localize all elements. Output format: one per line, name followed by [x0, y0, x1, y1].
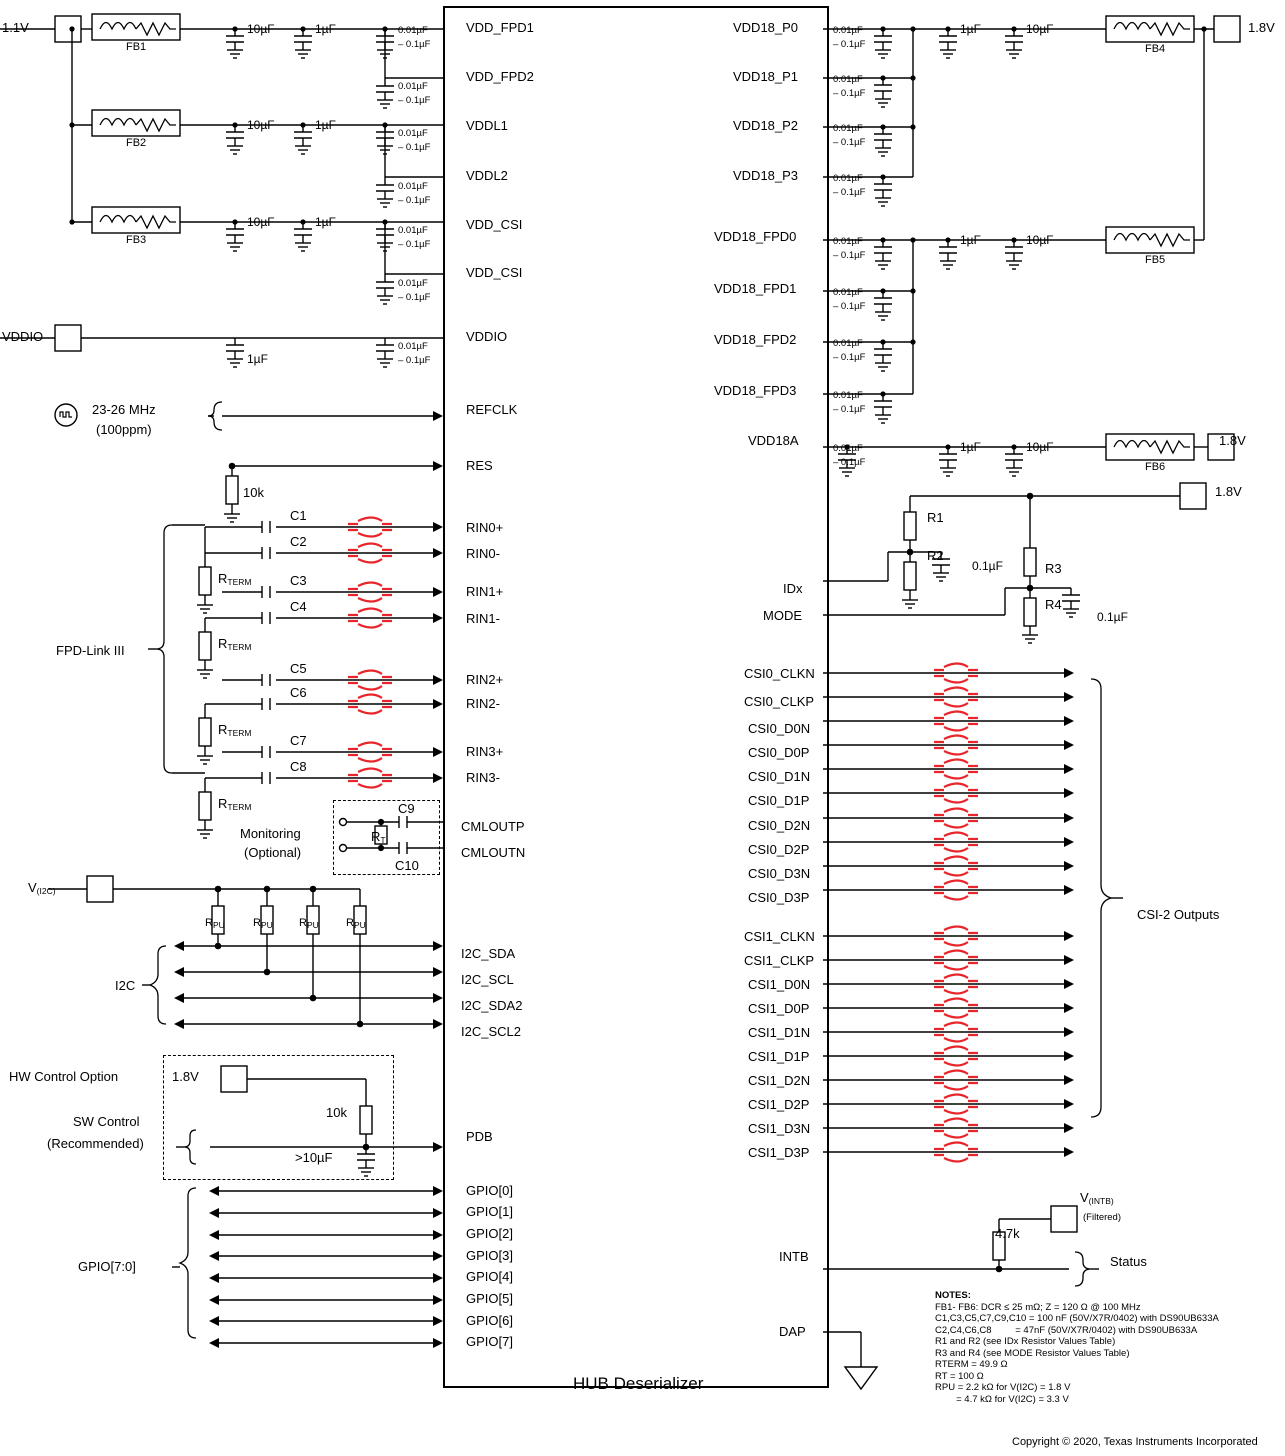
r2-label: R2: [927, 548, 944, 563]
rail-label-1v1: 1.1V: [2, 20, 29, 35]
pin-label-csi1-d0n: CSI1_D0N: [748, 977, 811, 992]
pin-label-csi0-d1n: CSI0_D1N: [748, 769, 811, 784]
r-cap-001-1t: 0.01µF: [833, 25, 863, 36]
cap-c5-label: C5: [290, 661, 307, 676]
rterm-label-2: $R_{TERM}$: [218, 636, 252, 652]
sw-control-rec-label: (Recommended): [47, 1136, 144, 1151]
pin-label-csi1-d0p: CSI1_D0P: [748, 1001, 810, 1016]
note-line-9: = 4.7 kΩ for V(I2C) = 3.3 V: [935, 1393, 1069, 1405]
pin-label-gpio7: GPIO[7]: [466, 1334, 513, 1349]
right-cap-10uf-b: 10µF: [1026, 233, 1054, 247]
pin-label-mode: MODE: [763, 608, 802, 623]
left-power-network: [0, 0, 445, 400]
cap-c10-label: C10: [395, 858, 419, 873]
cap-001-vddio-top: 0.01µF: [398, 341, 428, 352]
r-cap-001-9t: 0.01µF: [833, 443, 863, 454]
pin-label-refclk: REFCLK: [466, 402, 518, 417]
note-line-5: R3 and R4 (see MODE Resistor Values Table): [935, 1347, 1130, 1359]
right-cap-10uf-c: 10µF: [1026, 440, 1054, 454]
rterm-label-4: $R_{TERM}$: [218, 796, 252, 812]
pin-label-csi0-clkp: CSI0_CLKP: [744, 694, 815, 709]
gpio-network: [0, 1180, 445, 1360]
cap-10uf-1: 10µF: [247, 22, 275, 36]
pin-label-vddio: VDDIO: [466, 329, 508, 344]
right-cap-1uf-b: 1µF: [960, 233, 981, 247]
right-cap-10uf-a: 10µF: [1026, 22, 1054, 36]
note-line-7: RT = 100 Ω: [935, 1370, 984, 1382]
pin-label-gpio3: GPIO[3]: [466, 1248, 513, 1263]
cap-001-f-top: 0.01µF: [398, 278, 428, 289]
pin-label-csi1-d3n: CSI1_D3N: [748, 1121, 811, 1136]
pin-label-idx: IDx: [783, 581, 803, 596]
pin-label-intb: INTB: [779, 1249, 809, 1264]
pin-label-vddl1: VDDL1: [466, 118, 508, 133]
pin-label-rin1p: RIN1+: [466, 584, 504, 599]
cap-001-a-top: 0.01µF: [398, 25, 428, 36]
ac-coupling-markers-csi: [930, 655, 1000, 1165]
pin-label-vdd-fpd1: VDD_FPD1: [466, 20, 534, 35]
gpio-group-label: GPIO[7:0]: [78, 1259, 136, 1274]
intb-network: [823, 1190, 1153, 1300]
sw-control-label: SW Control: [73, 1114, 140, 1129]
r-cap-001-7t: 0.01µF: [833, 338, 863, 349]
cap-001-vddio-bot: – 0.1µF: [398, 355, 431, 366]
pin-label-rin2n: RIN2-: [466, 696, 500, 711]
pin-label-csi0-d3p: CSI0_D3P: [748, 890, 810, 905]
pin-label-vddl2: VDDL2: [466, 168, 508, 183]
r3-label: R3: [1045, 561, 1062, 576]
cap-c7-label: C7: [290, 733, 307, 748]
hw-18v-label: 1.8V: [172, 1069, 199, 1084]
fb5-label: FB5: [1145, 254, 1166, 266]
status-label: Status: [1110, 1254, 1147, 1269]
pin-label-rin3p: RIN3+: [466, 744, 504, 759]
copyright-text: Copyright © 2020, Texas Instruments Incorporated: [1012, 1436, 1258, 1448]
cap-1uf-1: 1µF: [315, 22, 336, 36]
pin-label-csi1-clkp: CSI1_CLKP: [744, 953, 815, 968]
note-line-2: C1,C3,C5,C7,C9,C10 = 100 nF (50V/X7R/0402) with DS90UB633A: [935, 1313, 1219, 1324]
i2c-network: [0, 870, 445, 1050]
cap-001-b-top: 0.01µF: [398, 81, 428, 92]
pin-label-vdd-csi-2: VDD_CSI: [466, 265, 523, 280]
right-cap-1uf-a: 1µF: [960, 22, 981, 36]
cap-10uf-2: 10µF: [247, 118, 275, 132]
rpu-label-2: $R_{PU}$: [253, 917, 273, 930]
pin-label-rin0n: RIN0-: [466, 546, 500, 561]
pin-label-res: RES: [466, 458, 493, 473]
pin-label-csi0-d2p: CSI0_D2P: [748, 842, 810, 857]
r-cap-001-8b: – 0.1µF: [833, 404, 866, 415]
pin-label-csi1-d2n: CSI1_D2N: [748, 1073, 811, 1088]
vintb-label: $V_{(INTB)}$: [1080, 1190, 1114, 1206]
pin-label-vdd18-fpd0: VDD18_FPD0: [714, 229, 797, 244]
rt-label: $R_T$: [371, 829, 386, 845]
fb6-label: FB6: [1145, 461, 1166, 473]
pin-label-vdd18-p0: VDD18_P0: [733, 20, 799, 35]
pin-label-cmloutp: CMLOUTP: [461, 819, 525, 834]
csi2-outputs-label: CSI-2 Outputs: [1137, 907, 1220, 922]
r-cap-001-4b: – 0.1µF: [833, 187, 866, 198]
pin-label-vdd-csi-1: VDD_CSI: [466, 217, 523, 232]
vi2c-label: $V_{(I2C)}$: [28, 880, 56, 896]
note-line-4: R1 and R2 (see IDx Resistor Values Table): [935, 1336, 1116, 1347]
pin-label-csi1-d3p: CSI1_D3P: [748, 1145, 810, 1160]
note-line-8: RPU = 2.2 kΩ for V(I2C) = 1.8 V: [935, 1382, 1071, 1393]
cap-10uf-3: 10µF: [247, 215, 275, 229]
cap-c1-label: C1: [290, 508, 307, 523]
cap-c8-label: C8: [290, 759, 307, 774]
pin-label-vdd18-fpd1: VDD18_FPD1: [714, 281, 797, 296]
pin-label-csi0-d0n: CSI0_D0N: [748, 721, 811, 736]
idx-mode-network: [823, 480, 1223, 640]
pin-label-csi1-clkn: CSI1_CLKN: [744, 929, 815, 944]
right-cap-1uf-c: 1µF: [960, 440, 981, 454]
refclk-ppm-label: (100ppm): [96, 422, 152, 437]
r-cap-001-2b: – 0.1µF: [833, 88, 866, 99]
pin-label-csi1-d1n: CSI1_D1N: [748, 1025, 811, 1040]
pin-label-vdd18-fpd2: VDD18_FPD2: [714, 332, 797, 347]
notes-heading: NOTES:: [935, 1290, 971, 1301]
pin-label-csi0-clkn: CSI0_CLKN: [744, 666, 815, 681]
pin-label-gpio0: GPIO[0]: [466, 1183, 513, 1198]
fpd-link-group-label: FPD-Link III: [56, 643, 125, 658]
notes-block: [935, 1290, 1275, 1405]
pin-label-i2c-scl: I2C_SCL: [461, 972, 514, 987]
r-cap-001-6t: 0.01µF: [833, 287, 863, 298]
cap-c4-label: C4: [290, 599, 307, 614]
r4-label: R4: [1045, 597, 1062, 612]
cap-001-b-bot: – 0.1µF: [398, 95, 431, 106]
cap-c3-label: C3: [290, 573, 307, 588]
r1-label: R1: [927, 510, 944, 525]
pin-label-gpio2: GPIO[2]: [466, 1226, 513, 1241]
pdb-cap-label: >10µF: [295, 1150, 333, 1165]
cap-1uf-vddio: 1µF: [247, 352, 268, 366]
pin-label-pdb: PDB: [466, 1129, 493, 1144]
cap-01uf-r4: 0.1µF: [1097, 610, 1128, 624]
pin-label-vdd18a: VDD18A: [748, 433, 799, 448]
cap-c6-label: C6: [290, 685, 307, 700]
i2c-group-label: I2C: [115, 978, 136, 993]
pin-label-i2c-sda: I2C_SDA: [461, 946, 516, 961]
pin-label-vdd18-p1: VDD18_P1: [733, 69, 799, 84]
r-cap-001-3b: – 0.1µF: [833, 137, 866, 148]
pin-label-rin0p: RIN0+: [466, 520, 504, 535]
cap-c2-label: C2: [290, 534, 307, 549]
rpu-label-1: $R_{PU}$: [205, 917, 225, 930]
refclk-freq-label: 23-26 MHz: [92, 402, 156, 417]
pin-label-csi0-d1p: CSI0_D1P: [748, 793, 810, 808]
note-line-3: C2,C4,C6,C8 = 47nF (50V/X7R/0402) with DS90UB633A: [935, 1324, 1198, 1336]
cap-001-c-top: 0.01µF: [398, 128, 428, 139]
pin-label-gpio6: GPIO[6]: [466, 1313, 513, 1328]
cap-001-a-bot: – 0.1µF: [398, 39, 431, 50]
pin-label-vdd-fpd2: VDD_FPD2: [466, 69, 534, 84]
note-line-1: FB1- FB6: DCR ≤ 25 mΩ; Z = 120 Ω @ 100 MHz: [935, 1301, 1141, 1313]
hw-control-label: HW Control Option: [9, 1069, 119, 1084]
monitoring-optional-label: (Optional): [244, 845, 302, 860]
pin-label-i2c-scl2: I2C_SCL2: [461, 1024, 521, 1039]
r-cap-001-8t: 0.01µF: [833, 390, 863, 401]
res-pullup-label: 10k: [243, 485, 264, 500]
r-cap-001-5t: 0.01µF: [833, 236, 863, 247]
r-cap-001-3t: 0.01µF: [833, 123, 863, 134]
right-power-network: [823, 0, 1285, 480]
r-cap-001-1b: – 0.1µF: [833, 39, 866, 50]
pdb-pullup-label: 10k: [326, 1105, 347, 1120]
pin-label-rin1n: RIN1-: [466, 611, 500, 626]
pin-label-csi0-d3n: CSI0_D3N: [748, 866, 811, 881]
cap-001-d-bot: – 0.1µF: [398, 195, 431, 206]
monitoring-network: [333, 800, 445, 880]
rterm-label-3: $R_{TERM}$: [218, 722, 252, 738]
vintb-filtered-label: (Filtered): [1083, 1212, 1122, 1223]
monitoring-label: Monitoring: [240, 826, 301, 841]
pin-label-csi1-d1p: CSI1_D1P: [748, 1049, 810, 1064]
pin-label-csi0-d2n: CSI0_D2N: [748, 818, 811, 833]
cap-1uf-2: 1µF: [315, 118, 336, 132]
chip-title: HUB Deserializer: [573, 1374, 704, 1393]
r-cap-001-4t: 0.01µF: [833, 173, 863, 184]
pin-label-vdd18-fpd3: VDD18_FPD3: [714, 383, 797, 398]
rail-label-vddio: VDDIO: [2, 329, 44, 344]
cap-001-f-bot: – 0.1µF: [398, 292, 431, 303]
dap-ground: [823, 1325, 903, 1400]
r-cap-001-6b: – 0.1µF: [833, 301, 866, 312]
pin-label-gpio5: GPIO[5]: [466, 1291, 513, 1306]
pin-label-vdd18-p3: VDD18_P3: [733, 168, 799, 183]
rail-label-18v-idx: 1.8V: [1215, 484, 1242, 499]
r-cap-001-9b: – 0.1µF: [833, 457, 866, 468]
pin-label-vdd18-p2: VDD18_P2: [733, 118, 799, 133]
pin-label-dap: DAP: [779, 1324, 806, 1339]
pin-label-rin2p: RIN2+: [466, 672, 504, 687]
pin-label-cmloutn: CMLOUTN: [461, 845, 526, 860]
ac-coupling-markers-rin: [340, 505, 410, 805]
fb3-label: FB3: [126, 234, 147, 246]
pin-label-csi0-d0p: CSI0_D0P: [748, 745, 810, 760]
rail-label-18v-vdd18a: 1.8V: [1219, 433, 1246, 448]
cap-001-c-bot: – 0.1µF: [398, 142, 431, 153]
r-cap-001-7b: – 0.1µF: [833, 352, 866, 363]
rail-label-18v-top: 1.8V: [1248, 20, 1275, 35]
fb2-label: FB2: [126, 137, 147, 149]
pin-label-gpio1: GPIO[1]: [466, 1204, 513, 1219]
fb4-label: FB4: [1145, 43, 1166, 55]
pin-label-rin3n: RIN3-: [466, 770, 500, 785]
rpu-label-3: $R_{PU}$: [299, 917, 319, 930]
cap-01uf-r2: 0.1µF: [972, 559, 1003, 573]
intb-pullup-label: 4.7k: [995, 1226, 1020, 1241]
cap-001-d-top: 0.01µF: [398, 181, 428, 192]
rterm-label-1: $R_{TERM}$: [218, 571, 252, 587]
pin-label-i2c-sda2: I2C_SDA2: [461, 998, 523, 1013]
r-cap-001-2t: 0.01µF: [833, 74, 863, 85]
cap-001-e-top: 0.01µF: [398, 225, 428, 236]
note-line-6: RTERM = 49.9 Ω: [935, 1359, 1008, 1370]
pin-label-csi1-d2p: CSI1_D2P: [748, 1097, 810, 1112]
cap-001-e-bot: – 0.1µF: [398, 239, 431, 250]
cap-1uf-3: 1µF: [315, 215, 336, 229]
pin-label-gpio4: GPIO[4]: [466, 1269, 513, 1284]
fb1-label: FB1: [126, 41, 147, 53]
cap-c9-label: C9: [398, 801, 415, 816]
rpu-label-4: $R_{PU}$: [346, 917, 366, 930]
r-cap-001-5b: – 0.1µF: [833, 250, 866, 261]
